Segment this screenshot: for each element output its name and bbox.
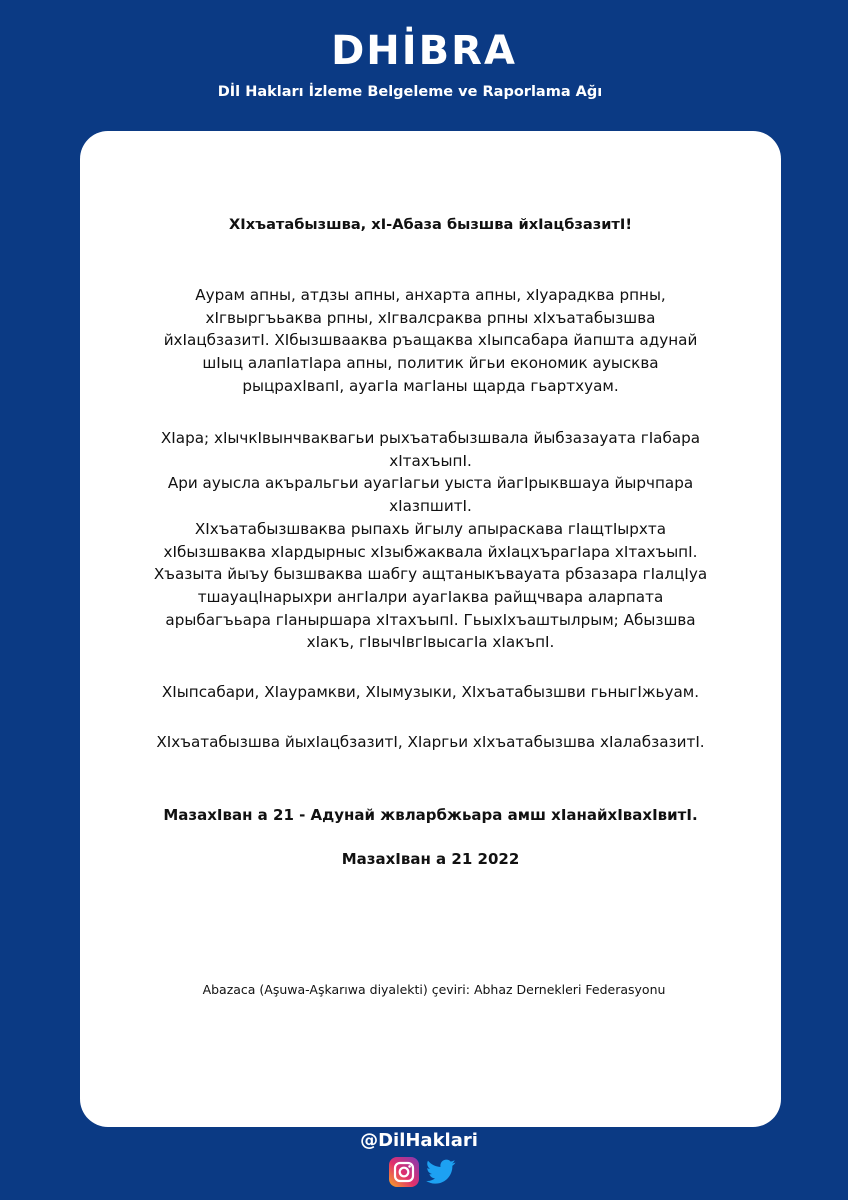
instagram-icon[interactable] <box>389 1157 419 1187</box>
paragraph-line: арыбагъьара гIаныршара хIтахъыпI. ГьыхIхъаштылрым; Абызшва <box>165 610 696 629</box>
paragraph-4 <box>100 731 761 754</box>
paragraph-line: хIбызшваква хIардырныс хIзыбжаквала йхIацхърагIара хIтахъыпI. <box>163 542 698 561</box>
paragraph-2 <box>100 427 761 654</box>
social-icons <box>389 1157 459 1189</box>
brand-title: DHİBRA <box>331 28 517 74</box>
paragraph-line: Аурам апны, атдзы апны, анхарта апны, хIуарадква рпны, <box>195 286 666 304</box>
paragraph-line: йхIацбзазитI. ХIбызшвааква ръащаква хIыпсабара йапшта адунай <box>163 331 698 350</box>
paragraph-line: ХIара; хIычкIвынчваквагьи рыхъатабызшвала йыбзазауата гIабара <box>160 429 701 447</box>
closing-line-1: МазахIван а 21 - Адунай жвларбжьара амш хIанайхIвахIвитI. <box>163 806 698 824</box>
paragraph-line: хIакъ, гIвычIвгIвысагIа хIакъпI. <box>306 633 555 652</box>
paragraph-line: тшауацIнарыхри ангIалри ауагIаква райщчвара аларпата <box>197 587 664 606</box>
translation-credit: Abazaca (Aşuwa-Aşkarıwa diyalekti) çeviri: Abhaz Dernekleri Federasyonu <box>202 982 666 997</box>
paragraph-line: ХIхъатабызшваква рыпахь йгылу апыраскава гIащтIырхта <box>194 519 667 538</box>
paragraph-1 <box>100 284 761 398</box>
brand-subtitle: Dİl Hakları İzleme Belgeleme ve Raporlama Ağı <box>217 84 603 100</box>
closing-line-2: МазахIван а 21 2022 <box>341 850 520 868</box>
paragraph-line: рыцрахIвапI, ауагIа магIаны щарда гьартхуам. <box>242 376 619 395</box>
twitter-icon[interactable] <box>426 1159 456 1185</box>
paragraph-line: хIгвыргъьаква рпны, хIгвалсраква рпны хIхъатабызшва <box>205 308 656 327</box>
paragraph-line: ХIыпсабари, ХIаурамкви, ХIымузыки, ХIхъатабызшви гьныгIжьуам. <box>161 683 700 701</box>
paragraph-line: ХIхъатабызшва йыхIацбзазитI, ХIаргьи хIхъатабызшва хIалабзазитI. <box>156 733 705 751</box>
social-handle[interactable]: @DilHaklari <box>360 1130 478 1151</box>
letter-greeting: ХIхъатабызшва, хI-Абаза бызшва йхIацбзазитI! <box>229 216 632 233</box>
paragraph-3 <box>100 681 761 704</box>
paragraph-line: шIыц алапIатIара апны, политик йгьи економик ауысква <box>202 354 659 373</box>
paragraph-line: Ари ауысла акъральгьи ауагIагьи уыста йагIрыквшауа йырчпара <box>167 474 694 493</box>
letter-card <box>80 131 781 1127</box>
paragraph-line: Хъазыта йыъу бызшваква шабгу ащтаныкъвауата рбзазара гIалцIуа <box>153 565 708 584</box>
paragraph-line: хIазпшитI. <box>389 497 472 516</box>
paragraph-line: хIтахъыпI. <box>389 451 472 470</box>
